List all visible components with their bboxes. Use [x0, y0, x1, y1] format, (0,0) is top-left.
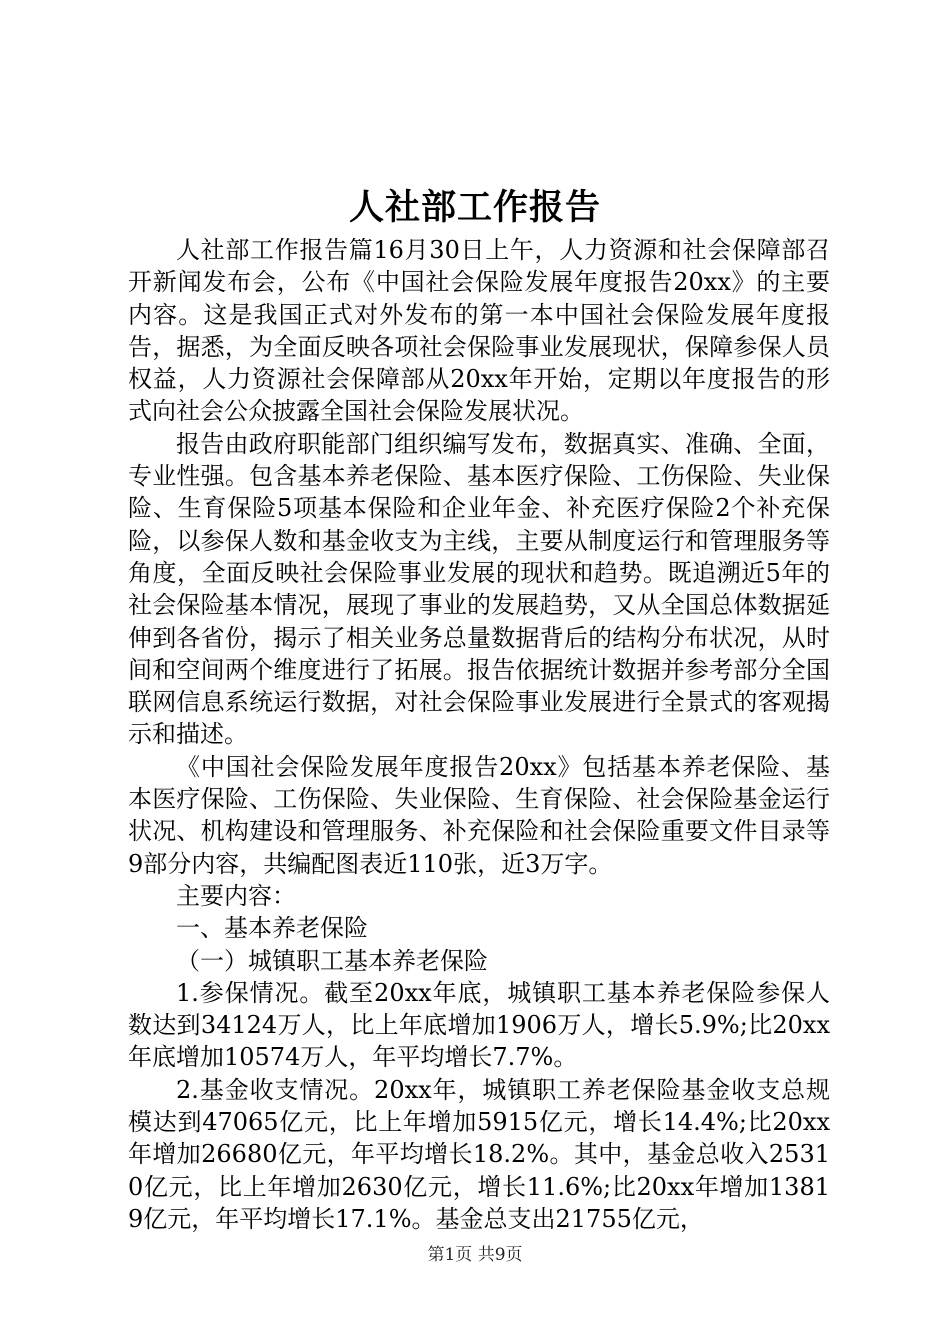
section-heading-basic-pension: 一、基本养老保险	[176, 914, 368, 943]
paragraph-report-overview: 报告由政府职能部门组织编写发布，数据真实、准确、全面，专业性强。包含基本养老保险、基本医疗保险、工伤保险、失业保险、生育保险5项基本保险和企业年金、补充医疗保险2个补充保险，以参保人数和基金收支为主线，主要从制度运行和管理服务等角度，全面反映社会保险事业发展的现状和趋势。既追溯近5年的社会保险基本情况，展现了事业的发展趋势，又从全国总体数据延伸到各省份，揭示了相关业务总量数据背后的结构分布状况，从时间和空间两个维度进行了拓展。报告依据统计数据并参考部分全国联网信息系统运行数据，对社会保险事业发展进行全景式的客观揭示和描述。	[128, 429, 830, 749]
page-number-footer: 第1页 共9页	[427, 1245, 523, 1265]
paragraph-enrollment: 1.参保情况。截至20xx年底，城镇职工基本养老保险参保人数达到34124万人，比上年底增加1906万人，增长5.9%;比20xx年底增加10574万人，年平均增长7.7%。	[128, 978, 830, 1072]
document-body	[128, 234, 830, 1235]
paragraph-fund-income-expense: 2.基金收支情况。20xx年，城镇职工养老保险基金收支总规模达到47065亿元，比上年增加5915亿元，增长14.4%;比20xx年增加26680亿元，年平均增长18.2%。其中，基金总收入25310亿元，比上年增加2630亿元，增长11.6%;比20xx年增加13819亿元，年平均增长17.1%。基金总支出21755亿元，	[128, 1075, 830, 1233]
paragraph-report-contents: 《中国社会保险发展年度报告20xx》包括基本养老保险、基本医疗保险、工伤保险、失业保险、生育保险、社会保险基金运行状况、机构建设和管理服务、补充保险和社会保险重要文件目录等9部分内容，共编配图表近110张，近3万字。	[128, 752, 830, 878]
document-title: 人社部工作报告	[348, 187, 601, 228]
subsection-heading-urban-pension: （一）城镇职工基本养老保险	[176, 946, 488, 975]
paragraph-intro: 人社部工作报告篇16月30日上午，人力资源和社会保障部召开新闻发布会，公布《中国社会保险发展年度报告20xx》的主要内容。这是我国正式对外发布的第一本中国社会保险发展年度报告，据悉，为全面反映各项社会保险事业发展现状，保障参保人员权益，人力资源社会保障部从20xx年开始，定期以年度报告的形式向社会公众披露全国社会保险发展状况。	[128, 236, 830, 426]
paragraph-main-content-heading: 主要内容：	[176, 881, 296, 910]
